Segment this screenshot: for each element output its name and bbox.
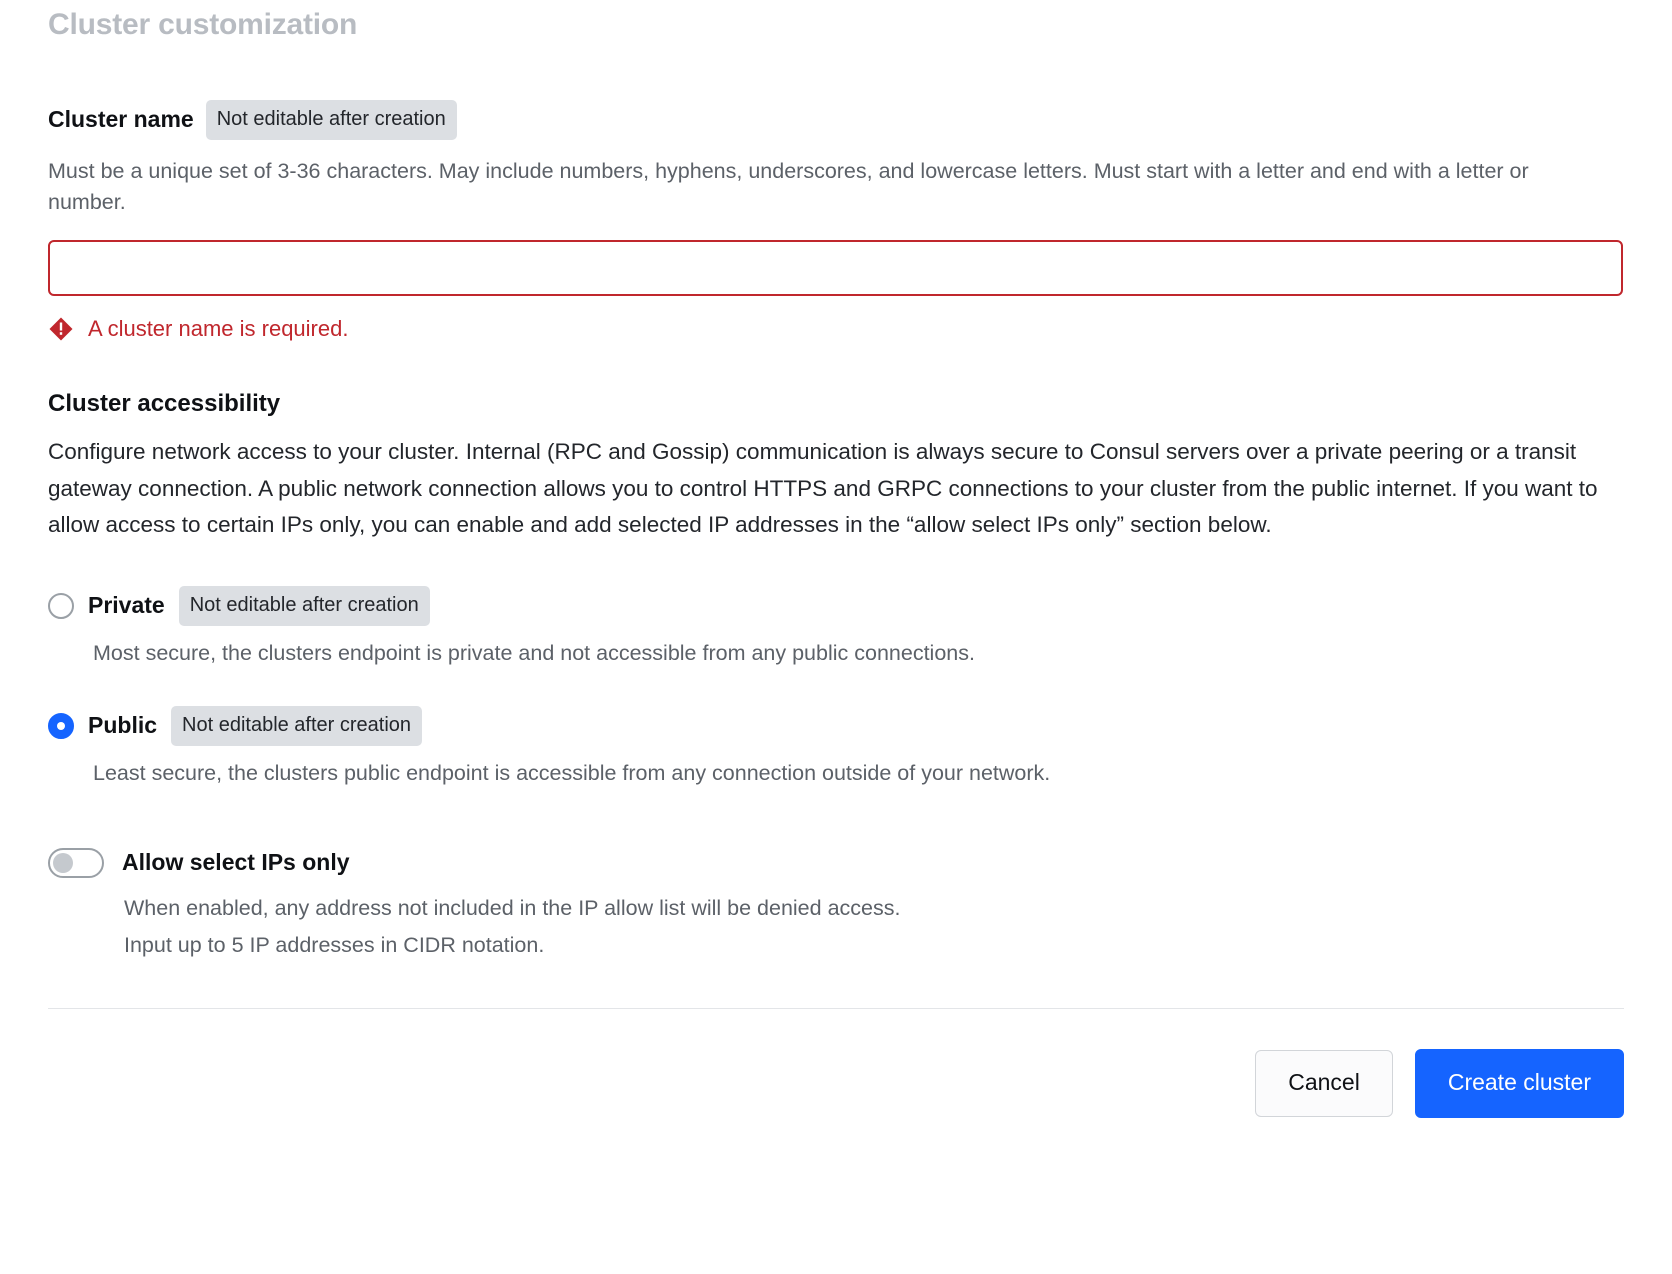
- radio-public-indicator[interactable]: [48, 713, 74, 739]
- cluster-accessibility-heading: Cluster accessibility: [48, 390, 281, 418]
- radio-private-label: Private: [88, 592, 165, 619]
- radio-option-public[interactable]: [48, 706, 1624, 788]
- allow-select-ips-label: Allow select IPs only: [122, 849, 350, 876]
- cluster-name-field-block: [48, 100, 1624, 342]
- radio-private-not-editable-badge: Not editable after creation: [179, 586, 430, 626]
- cluster-name-helper-text: Must be a unique set of 3-36 characters. May include numbers, hyphens, underscores, and lowercase letters. Must start with a letter and end with a letter or number.: [48, 159, 1529, 215]
- radio-public-description: Least secure, the clusters public endpoint is accessible from any connection outside of your network.: [93, 760, 1051, 785]
- cluster-name-input[interactable]: [48, 240, 1623, 296]
- cluster-name-label: Cluster name: [48, 106, 194, 133]
- allow-select-ips-row[interactable]: [48, 848, 1624, 878]
- footer-divider: [48, 1008, 1624, 1009]
- radio-public-not-editable-badge: Not editable after creation: [171, 706, 422, 746]
- radio-private-description: Most secure, the clusters endpoint is private and not accessible from any public connections.: [93, 640, 975, 665]
- radio-option-private-line[interactable]: [48, 586, 1624, 626]
- cancel-button[interactable]: Cancel: [1255, 1050, 1393, 1117]
- allow-select-ips-description-line-2: Input up to 5 IP addresses in CIDR notation.: [124, 933, 545, 958]
- allow-select-ips-block: [48, 848, 1624, 963]
- allow-select-ips-toggle[interactable]: [48, 848, 104, 878]
- radio-option-public-line[interactable]: [48, 706, 1624, 746]
- radio-option-private[interactable]: [48, 586, 1624, 668]
- cluster-accessibility-radio-group: [48, 586, 1624, 788]
- cluster-name-label-row: [48, 100, 1624, 140]
- footer-actions: [48, 1049, 1624, 1118]
- allow-select-ips-description-line-1: When enabled, any address not included in the IP allow list will be denied access.: [124, 895, 901, 920]
- cluster-name-error: [48, 316, 1624, 342]
- create-cluster-button[interactable]: Create cluster: [1415, 1049, 1624, 1118]
- radio-private-indicator[interactable]: [48, 593, 74, 619]
- toggle-knob: [53, 853, 73, 873]
- cluster-name-not-editable-badge: Not editable after creation: [206, 100, 457, 140]
- page-title: Cluster customization: [48, 8, 358, 41]
- cluster-accessibility-description: Configure network access to your cluster. Internal (RPC and Gossip) communication is always secure to Consul servers over a private peering or a transit gateway connection. A public network connection allows you to control HTTPS and GRPC connections to your cluster from the public internet. If you want to allow access to certain IPs only, you can enable and add selected IP addresses in the “allow select IPs only” section below.: [48, 439, 1598, 538]
- cluster-name-error-text: A cluster name is required.: [88, 316, 349, 342]
- radio-public-label: Public: [88, 712, 158, 739]
- alert-diamond-icon: [48, 316, 74, 342]
